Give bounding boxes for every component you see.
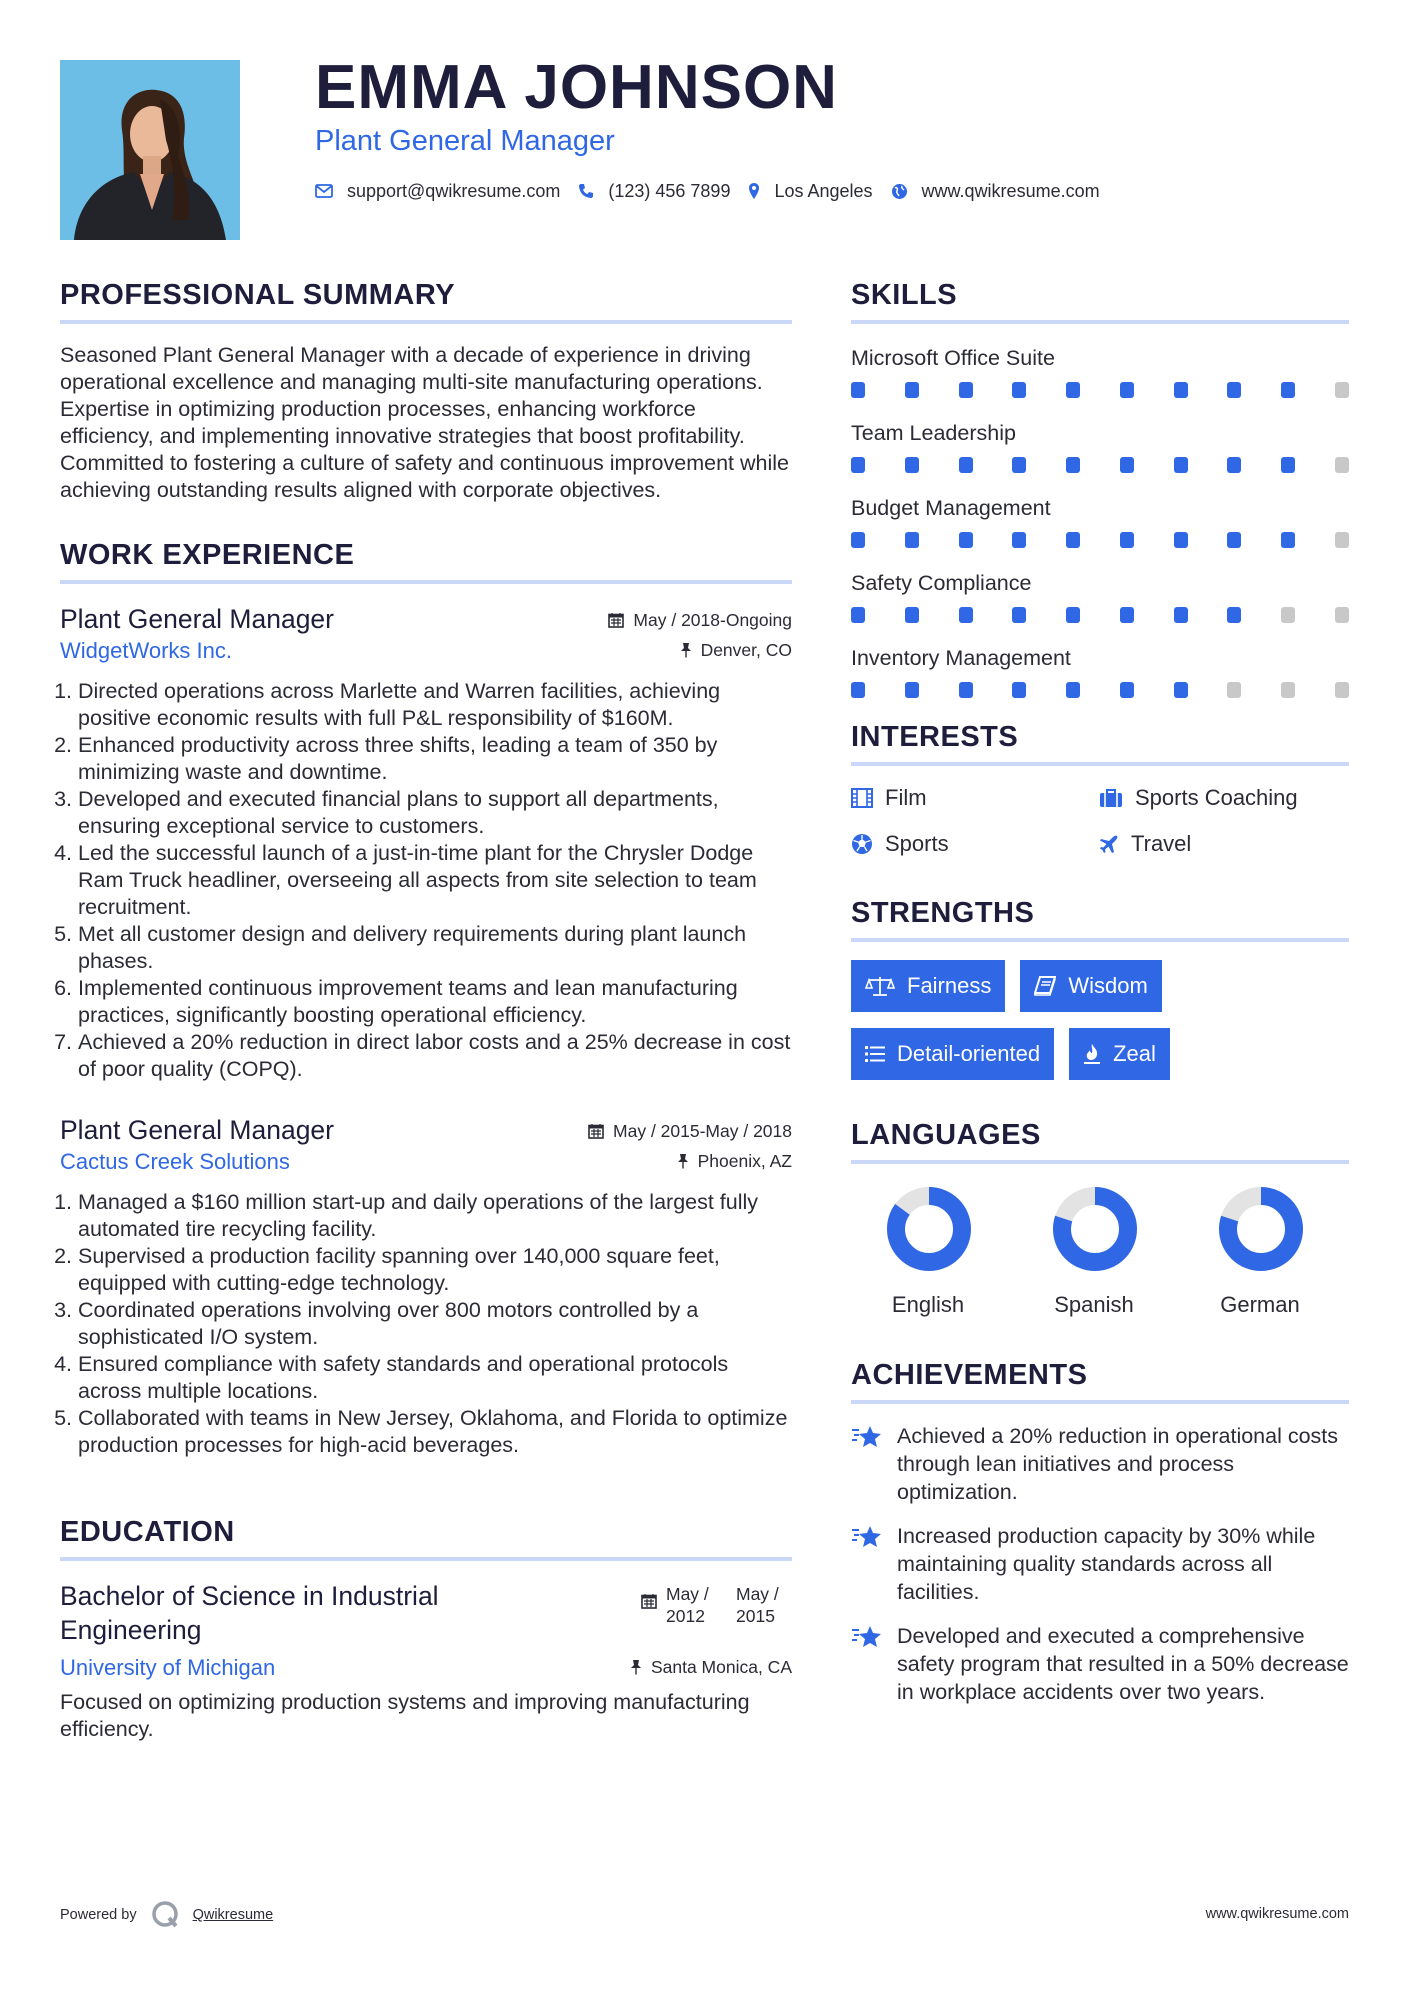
skill-dot-filled <box>1227 532 1241 548</box>
job-location-text: Denver, CO <box>700 639 792 660</box>
languages-list <box>851 1184 1349 1318</box>
interests-heading: INTERESTS <box>851 720 1349 766</box>
strengths-section <box>851 896 1349 1080</box>
pushpin-icon <box>630 1659 642 1675</box>
strengths-list <box>851 960 1349 1080</box>
skill-dot-filled <box>1174 607 1188 623</box>
job-location <box>680 640 792 661</box>
skill-rating <box>851 682 1349 698</box>
language-item <box>1183 1184 1349 1318</box>
skill-dot-empty <box>1335 532 1349 548</box>
list-item: 2. Enhanced productivity across three shifts, leading a team of 350 by minimizing waste and downtime. <box>78 732 792 786</box>
skill-dot-filled <box>1066 682 1080 698</box>
achievement-item <box>851 1522 1349 1606</box>
book-icon <box>1034 976 1056 996</box>
duties-list <box>60 678 792 1083</box>
skill-dot-filled <box>1012 607 1026 623</box>
skill-name: Microsoft Office Suite <box>851 346 1055 370</box>
profile-photo <box>60 60 240 240</box>
job-dates-text: May / 2018-Ongoing <box>633 609 792 630</box>
skill-dot-filled <box>1066 457 1080 473</box>
skill-dot-filled <box>1281 532 1295 548</box>
job-dates <box>588 1121 792 1142</box>
job-title: Plant General Manager <box>60 1115 334 1145</box>
list-item: 3. Coordinated operations involving over 800 motors controlled by a sophisticated I/O system. <box>78 1297 792 1351</box>
skill-dot-empty <box>1335 682 1349 698</box>
pushpin-icon <box>680 642 692 658</box>
skills-list <box>851 344 1349 698</box>
skill-dot-filled <box>1281 457 1295 473</box>
skills-section <box>851 278 1349 698</box>
skill-item <box>851 344 1349 398</box>
contact-email[interactable] <box>315 181 560 202</box>
phone-icon <box>578 183 594 199</box>
education-heading: EDUCATION <box>60 1515 792 1561</box>
achievements-section <box>851 1358 1349 1706</box>
skill-dot-filled <box>1120 457 1134 473</box>
skill-dot-filled <box>851 607 865 623</box>
briefcase-icon <box>1099 788 1123 808</box>
candidate-name: EMMA JOHNSON <box>315 53 838 122</box>
skills-heading: SKILLS <box>851 278 1349 324</box>
job-entry <box>60 602 792 1083</box>
person-portrait-icon <box>60 60 240 240</box>
education-section <box>60 1515 792 1743</box>
list-item: 2. Supervised a production facility spanning over 140,000 square feet, equipped with cutting-edge technology. <box>78 1243 792 1297</box>
strength-tag <box>1069 1028 1170 1080</box>
skill-dot-filled <box>1227 382 1241 398</box>
contact-phone[interactable] <box>578 181 730 202</box>
education-start-line2: 2012 <box>666 1606 705 1626</box>
skill-dot-filled <box>1066 607 1080 623</box>
pushpin-icon <box>677 1153 689 1169</box>
job-dates <box>608 610 792 631</box>
skill-dot-filled <box>905 532 919 548</box>
shooting-star-icon <box>851 1524 883 1550</box>
right-column <box>851 278 1349 1722</box>
strength-label: Fairness <box>907 973 992 998</box>
education-end <box>736 1583 792 1627</box>
skill-dot-filled <box>1227 457 1241 473</box>
job-title: Plant General Manager <box>60 604 334 634</box>
skill-name: Budget Management <box>851 496 1051 520</box>
calendar-icon <box>641 1593 657 1609</box>
skill-dot-empty <box>1335 457 1349 473</box>
skill-dot-filled <box>1120 532 1134 548</box>
skill-dot-empty <box>1281 682 1295 698</box>
skill-dot-filled <box>1227 607 1241 623</box>
job-location <box>677 1151 792 1172</box>
interest-sports <box>851 830 1099 858</box>
skill-dot-filled <box>851 382 865 398</box>
skill-name: Safety Compliance <box>851 571 1032 595</box>
list-item: 5. Met all customer design and delivery requirements during plant launch phases. <box>78 921 792 975</box>
left-column <box>60 278 792 1743</box>
achievements-list <box>851 1422 1349 1706</box>
skill-dot-filled <box>1066 532 1080 548</box>
list-item: 1. Managed a $160 million start-up and daily operations of the largest fully automated tire recycling facility. <box>78 1189 792 1243</box>
skill-dot-filled <box>1281 382 1295 398</box>
achievement-text: Increased production capacity by 30% while maintaining quality standards across all facilities. <box>897 1524 1316 1604</box>
job-dates-text: May / 2015-May / 2018 <box>613 1120 792 1141</box>
skill-dot-filled <box>1120 607 1134 623</box>
globe-icon <box>891 183 908 200</box>
list-item: 4. Led the successful launch of a just-in-time plant for the Chrysler Dodge Ram Truck headliner, overseeing all aspects from site selection to team recruitment. <box>78 840 792 921</box>
contact-website[interactable] <box>891 181 1100 202</box>
skill-item <box>851 569 1349 623</box>
experience-heading: WORK EXPERIENCE <box>60 538 792 584</box>
skill-dot-filled <box>905 382 919 398</box>
airplane-icon <box>1099 834 1119 854</box>
film-icon <box>851 788 873 808</box>
skill-dot-filled <box>1174 382 1188 398</box>
soccer-ball-icon <box>851 833 873 855</box>
contact-location <box>748 181 872 202</box>
interests-section <box>851 720 1349 858</box>
skill-dot-filled <box>959 532 973 548</box>
degree-title: Bachelor of Science in Industrial Engineering <box>60 1581 439 1645</box>
skill-dot-filled <box>959 607 973 623</box>
language-proficiency-ring <box>884 1184 974 1274</box>
job-entry <box>60 1113 792 1459</box>
skill-dot-filled <box>1012 457 1026 473</box>
education-start-line1: May / <box>666 1584 709 1604</box>
interest-label: Travel <box>1131 831 1192 856</box>
skill-dot-filled <box>851 532 865 548</box>
school-name[interactable]: University of Michigan <box>60 1655 276 1680</box>
strength-tag <box>1020 960 1161 1012</box>
list-icon <box>865 1045 885 1063</box>
language-proficiency-ring <box>1050 1184 1140 1274</box>
list-item: 6. Implemented continuous improvement teams and lean manufacturing practices, significantly boosting operational efficiency. <box>78 975 792 1029</box>
powered-by-label: Powered by <box>60 1907 137 1923</box>
footer-powered-by <box>60 1900 273 1930</box>
skill-dot-filled <box>959 382 973 398</box>
skill-dot-filled <box>959 457 973 473</box>
skill-dot-filled <box>1120 382 1134 398</box>
list-item: 1. Directed operations across Marlette and Warren facilities, achieving positive economic results with full P&L responsibility of $160M. <box>78 678 792 732</box>
skill-dot-filled <box>1066 382 1080 398</box>
location-text: Los Angeles <box>774 180 873 201</box>
education-location <box>630 1657 792 1678</box>
interest-sports-coaching <box>1099 784 1349 812</box>
language-item <box>851 1184 1017 1318</box>
strength-label: Detail-oriented <box>897 1041 1041 1066</box>
achievements-heading: ACHIEVEMENTS <box>851 1358 1349 1404</box>
language-name: German <box>1220 1292 1300 1317</box>
list-item: 4. Ensured compliance with safety standards and operational protocols across multiple locations. <box>78 1351 792 1405</box>
summary-heading: PROFESSIONAL SUMMARY <box>60 278 792 324</box>
skill-name: Inventory Management <box>851 646 1071 670</box>
strength-tag <box>851 960 1005 1012</box>
company-name[interactable]: WidgetWorks Inc. <box>60 638 232 663</box>
email-text: support@qwikresume.com <box>347 180 561 201</box>
map-marker-icon <box>748 182 760 200</box>
language-name: Spanish <box>1054 1292 1134 1317</box>
skill-dot-empty <box>1335 382 1349 398</box>
candidate-title: Plant General Manager <box>315 125 615 157</box>
skill-rating <box>851 457 1349 473</box>
list-item: 7. Achieved a 20% reduction in direct labor costs and a 25% decrease in cost of poor quality (COPQ). <box>78 1029 792 1083</box>
education-description: Focused on optimizing production systems and improving manufacturing efficiency. <box>60 1690 750 1741</box>
skill-dot-filled <box>851 682 865 698</box>
skill-item <box>851 644 1349 698</box>
strength-tag <box>851 1028 1054 1080</box>
skill-dot-filled <box>1012 382 1026 398</box>
duties-list <box>60 1189 792 1459</box>
skill-dot-filled <box>905 457 919 473</box>
interests-list <box>851 784 1349 858</box>
skill-name: Team Leadership <box>851 421 1016 445</box>
summary-section <box>60 278 792 504</box>
calendar-icon <box>588 1123 604 1139</box>
shooting-star-icon <box>851 1624 883 1650</box>
interest-travel <box>1099 830 1349 858</box>
fire-icon <box>1083 1043 1101 1065</box>
list-item: 5. Collaborated with teams in New Jersey, Oklahoma, and Florida to optimize production processes for high-acid beverages. <box>78 1405 792 1459</box>
qwikresume-logo-icon <box>151 1900 181 1930</box>
skill-dot-filled <box>1012 532 1026 548</box>
strengths-heading: STRENGTHS <box>851 896 1349 942</box>
phone-text: (123) 456 7899 <box>608 180 731 201</box>
skill-dot-filled <box>1174 532 1188 548</box>
skill-rating <box>851 532 1349 548</box>
summary-text: Seasoned Plant General Manager with a decade of experience in driving operational excellence and managing multi-site manufacturing operations. Expertise in optimizing production processes, enhancing workforce efficiency, and implementing innovative strategies that boost profitability. Committed to fostering a culture of safety and continuous improvement while achieving outstanding results aligned with corporate objectives. <box>60 343 789 502</box>
footer-website[interactable]: www.qwikresume.com <box>1205 1906 1349 1922</box>
achievement-text: Achieved a 20% reduction in operational costs through lean initiatives and process optimization. <box>897 1424 1339 1504</box>
job-location-text: Phoenix, AZ <box>697 1150 792 1171</box>
website-text: www.qwikresume.com <box>921 180 1100 201</box>
skill-dot-filled <box>1174 457 1188 473</box>
experience-section <box>60 538 792 1459</box>
achievement-item <box>851 1622 1349 1706</box>
interest-label: Sports Coaching <box>1135 785 1298 810</box>
skill-rating <box>851 382 1349 398</box>
envelope-icon <box>315 184 333 198</box>
skill-dot-empty <box>1281 607 1295 623</box>
skill-dot-filled <box>1012 682 1026 698</box>
interest-film <box>851 784 1099 812</box>
balance-scale-icon <box>865 975 895 997</box>
skill-dot-filled <box>1120 682 1134 698</box>
language-item <box>1017 1184 1183 1318</box>
education-location-text: Santa Monica, CA <box>650 1656 792 1677</box>
contact-bar <box>315 178 1118 204</box>
language-proficiency-ring <box>1216 1184 1306 1274</box>
skill-dot-filled <box>1174 682 1188 698</box>
education-end-line2: 2015 <box>736 1606 775 1626</box>
calendar-icon <box>608 612 624 628</box>
achievement-text: Developed and executed a comprehensive safety program that resulted in a 50% decrease in workplace accidents over two years. <box>897 1624 1349 1704</box>
education-dates <box>641 1583 792 1627</box>
list-item: 3. Developed and executed financial plans to support all departments, ensuring exceptional service to customers. <box>78 786 792 840</box>
skill-dot-empty <box>1335 607 1349 623</box>
interest-label: Film <box>885 785 927 810</box>
achievement-item <box>851 1422 1349 1506</box>
languages-section <box>851 1118 1349 1318</box>
education-end-line1: May / <box>736 1584 779 1604</box>
language-name: English <box>891 1292 965 1317</box>
education-start <box>666 1583 736 1627</box>
skill-rating <box>851 607 1349 623</box>
skill-dot-empty <box>1227 682 1241 698</box>
interest-label: Sports <box>885 831 949 856</box>
strength-label: Zeal <box>1113 1041 1156 1066</box>
skill-dot-filled <box>905 682 919 698</box>
skill-item <box>851 494 1349 548</box>
skill-dot-filled <box>959 682 973 698</box>
skill-dot-filled <box>851 457 865 473</box>
shooting-star-icon <box>851 1424 883 1450</box>
company-name[interactable]: Cactus Creek Solutions <box>60 1149 290 1174</box>
brand-link[interactable]: Qwikresume <box>192 1907 274 1923</box>
strength-label: Wisdom <box>1068 973 1148 998</box>
skill-item <box>851 419 1349 473</box>
skill-dot-filled <box>905 607 919 623</box>
languages-heading: LANGUAGES <box>851 1118 1349 1164</box>
